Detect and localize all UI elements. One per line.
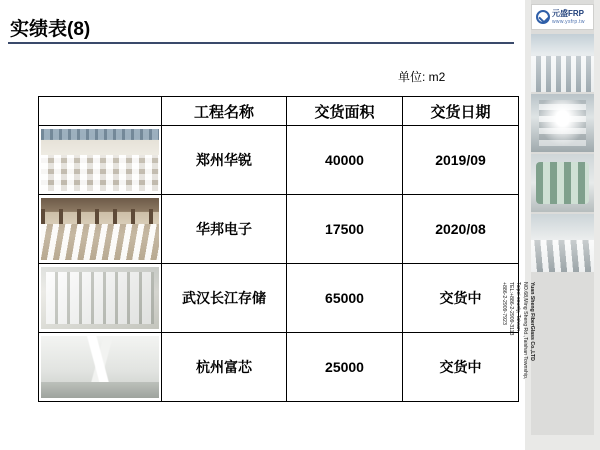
table-header-row [39,97,519,126]
grating-panel-photo [41,267,159,329]
column-header-image [39,97,162,126]
project-photo-cell [39,126,162,195]
project-photo-cell [39,333,162,402]
project-name: 华邦电子 [162,195,287,264]
ys-monogram-icon [536,10,550,24]
delivery-date: 交货中 [403,264,519,333]
delivery-date: 交货中 [403,333,519,402]
company-address-line-1: NO.68,Ming Sheng Rd.,Taishan Township, [522,282,528,380]
company-logo [531,4,594,30]
warehouse-wood-roof-photo [41,198,159,260]
delivery-area: 65000 [287,264,403,333]
table-row [39,126,519,195]
delivery-area: 40000 [287,126,403,195]
factory-interior-photo [41,129,159,191]
performance-table [38,96,519,402]
delivery-area: 25000 [287,333,403,402]
company-name: Yuan Sheng FiberGlass Co.,LTD [529,282,535,361]
frp-tank-room-photo [531,94,594,152]
table-row [39,333,519,402]
column-header-project-name: 工程名称 [162,97,287,126]
company-address-block [475,282,535,402]
sidebar [501,0,600,450]
title-divider [8,42,514,44]
plant-ceiling-photo [531,34,594,92]
table-row [39,195,519,264]
project-photo-cell [39,195,162,264]
delivery-date: 2020/08 [403,195,519,264]
company-address-line-2: Taipei county, Taiwan [515,282,521,331]
grating-walkway-photo [531,214,594,272]
column-header-delivery-area: 交货面积 [287,97,403,126]
white-platform-photo [41,336,159,398]
page-title: 实绩表(8) [10,19,91,40]
unit-label: 单位: m2 [398,70,446,84]
green-frp-tanks-photo [531,154,594,212]
company-tel-1: TEL:+886-2-2909-3113 [508,282,514,336]
project-photo-cell [39,264,162,333]
delivery-area: 17500 [287,195,403,264]
company-tel-2: +886-2-2909-7923 [501,282,507,325]
logo-website: www.ysfrp.tw [552,19,585,25]
delivery-date: 2019/09 [403,126,519,195]
logo-name: 元盛FRP [552,9,584,18]
project-name: 郑州华锐 [162,126,287,195]
column-header-delivery-date: 交货日期 [403,97,519,126]
project-name: 武汉长江存储 [162,264,287,333]
table-row [39,264,519,333]
project-name: 杭州富芯 [162,333,287,402]
